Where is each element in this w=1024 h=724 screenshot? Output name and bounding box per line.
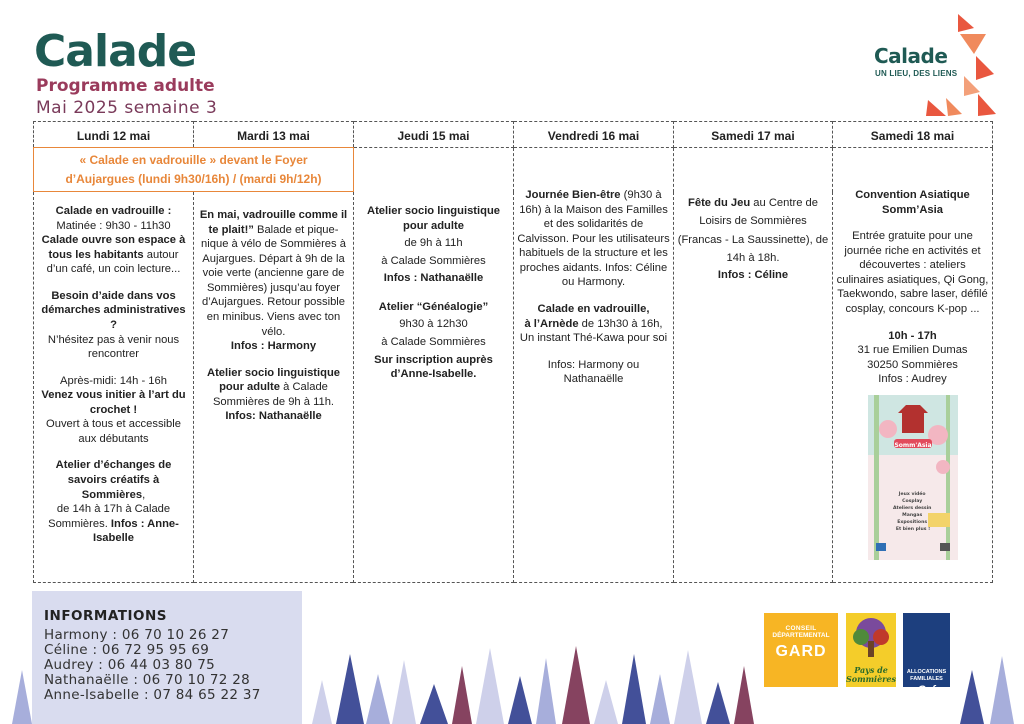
event-time: 9h30 à 12h30 bbox=[399, 318, 468, 331]
day-header: Samedi 17 mai bbox=[674, 122, 833, 148]
event-time: Après-midi: 14h - 16h bbox=[60, 374, 167, 387]
caf-region: du Gard bbox=[916, 696, 937, 702]
event-place: à Calade Sommières bbox=[381, 335, 486, 348]
monday-cell: Calade en vadrouille : Matinée : 9h30 - 11h30 Calade ouvre son espace à tous les habitants autour d’un café, un coin lecture... Besoin d’aide dans vos démarches administratives ? N’hésitez pas à venir nous rencontrer Après-midi: 14h - 16h Venez vous initier à l’art du crochet ! Ouvert à tous et accessible aux débutants Atelier d’échanges de savoirs créatifs à Sommières, de 14h à 17h à Calade Sommières. Infos : Anne-Isabelle bbox=[34, 192, 194, 583]
day-header: Lundi 12 mai bbox=[34, 122, 194, 148]
banner-line: d’Aujargues (lundi 9h30/16h) / (mardi 9h/12h) bbox=[65, 171, 322, 186]
event-time: de 9h à 11h bbox=[404, 237, 463, 250]
event-text: autour d’un café, un coin lecture... bbox=[46, 248, 181, 276]
event-info: Sur inscription auprès d’Anne-Isabelle. bbox=[374, 353, 493, 381]
event-text: au Centre de Loisirs de Sommières (Francas - La Saussinette), de 14h à 18h. bbox=[677, 197, 829, 265]
contact-line: Nathanaëlle : 06 70 10 72 28 bbox=[44, 672, 251, 688]
gard-label: CONSEIL bbox=[785, 625, 817, 632]
caf-name: Caf bbox=[917, 684, 936, 696]
day-header: Samedi 18 mai bbox=[833, 122, 993, 148]
event-text: (9h30 à 16h) à la Maison des Familles et des solidarités de Calvisson. Pour les utilisateurs habituels de la structure et les proches aidants. Infos: Céline ou Harmony. bbox=[517, 189, 670, 289]
event-time: 10h - 17h bbox=[888, 329, 937, 342]
event-text: à Calade Sommières de 9h à 11h. bbox=[212, 381, 335, 408]
event-address: 31 rue Emilien Dumas bbox=[857, 344, 968, 357]
caf-label: ALLOCATIONS FAMILIALES bbox=[906, 669, 947, 682]
event-title: Atelier socio linguistique pour adulte bbox=[206, 366, 341, 394]
event-text: Entrée gratuite pour une journée riche en activités et découvertes : ateliers culinaires asiatiques, Qi Gong, Taekwondo, sabre laser, défilé cosplay, concours K-pop ... bbox=[836, 230, 989, 315]
tuesday-cell bbox=[194, 192, 354, 583]
gard-label: DÉPARTEMENTAL bbox=[772, 632, 830, 639]
event-info: Infos : Anne-Isabelle bbox=[92, 517, 179, 545]
gard-logo bbox=[764, 613, 838, 687]
event-text: Ouvert à tous et accessible aux débutants bbox=[46, 418, 181, 445]
contact-line: Harmony : 06 70 10 26 27 bbox=[44, 627, 230, 643]
event-text: Balade et pique-nique à vélo de Sommières à Aujargues. Départ à 9h de la voie verte (ancienne gare de Sommières) jusqu’au foyer d’Aujargues. Retour possible en minibus. Viens avec ton vélo. bbox=[201, 223, 346, 338]
gard-name: GARD bbox=[775, 643, 827, 660]
pays-label: Pays de Sommières bbox=[846, 665, 896, 684]
contact-line: Anne-Isabelle : 07 84 65 22 37 bbox=[44, 687, 261, 703]
event-place: à Calade Sommières bbox=[381, 254, 486, 267]
event-info: Infos: Harmony ou Nathanaëlle bbox=[547, 358, 640, 386]
event-title: Convention Asiatique Somm’Asia bbox=[855, 189, 970, 216]
event-title: Atelier d’échanges de savoirs créatifs à Sommières bbox=[55, 459, 172, 501]
tree-icon bbox=[846, 613, 896, 661]
pays-de-sommieres-logo bbox=[846, 613, 896, 687]
sunday-cell bbox=[833, 148, 993, 583]
vadrouille-banner bbox=[34, 148, 354, 192]
thursday-cell bbox=[354, 148, 514, 583]
logo-text: Calade bbox=[874, 44, 948, 68]
event-info: Infos: Nathanaëlle bbox=[225, 410, 322, 423]
event-title: Venez vous initier à l’art du crochet ! bbox=[41, 389, 186, 416]
event-info: Infos : Nathanaëlle bbox=[383, 272, 484, 285]
event-title: Fête du Jeu bbox=[688, 197, 751, 209]
event-title: Journée Bien-être bbox=[525, 189, 621, 201]
sommasia-poster-image bbox=[868, 395, 958, 560]
calade-logo bbox=[868, 14, 998, 119]
day-header: Mardi 13 mai bbox=[194, 122, 354, 148]
day-header: Vendredi 16 mai bbox=[514, 122, 674, 148]
event-text: de 14h à 17h à Calade Sommières. bbox=[48, 503, 171, 530]
program-subtitle: Programme adulte bbox=[36, 76, 215, 96]
event-place: à l’Arnède bbox=[524, 317, 579, 330]
banner-line: « Calade en vadrouille » devant le Foyer bbox=[79, 153, 308, 167]
event-text: N’hésitez pas à venir nous rencontrer bbox=[47, 333, 180, 361]
brand-title: Calade bbox=[34, 26, 197, 77]
event-title: Besoin d’aide dans vos démarches administratives ? bbox=[41, 289, 186, 331]
caf-logo bbox=[903, 613, 950, 702]
event-time: Matinée : 9h30 - 11h30 bbox=[56, 219, 171, 232]
contact-info-box bbox=[32, 591, 302, 724]
event-info: Infos : Harmony bbox=[230, 340, 317, 353]
contact-line: Audrey : 06 44 03 80 75 bbox=[44, 657, 215, 673]
event-title: Calade en vadrouille, bbox=[537, 302, 650, 315]
event-address: 30250 Sommières bbox=[867, 358, 958, 371]
weekly-schedule bbox=[33, 121, 993, 583]
saturday-cell bbox=[674, 148, 833, 583]
event-title: En mai, vadrouille comme il te plait!” bbox=[199, 209, 348, 236]
svg-text:Jeux vidéo Cosplay: Jeux vidéo Cosplay Ateliers dessin Mangas Expositions Et bien plus ! bbox=[892, 491, 931, 532]
contact-line: Céline : 06 72 95 95 69 bbox=[44, 642, 210, 658]
logo-tagline: UN LIEU, DES LIENS bbox=[875, 69, 958, 78]
event-title: Atelier socio linguistique pour adulte bbox=[366, 205, 501, 232]
event-info: Infos : Audrey bbox=[878, 373, 947, 386]
event-title: Atelier “Généalogie” bbox=[378, 300, 489, 313]
info-title: INFORMATIONS bbox=[44, 608, 167, 624]
event-info: Infos : Céline bbox=[717, 268, 789, 281]
event-title: Calade en vadrouille : bbox=[55, 205, 172, 217]
poster-title: Somm'Asia bbox=[893, 441, 932, 449]
day-header: Jeudi 15 mai bbox=[354, 122, 514, 148]
event-text: de 13h30 à 16h, Un instant Thé-Kawa pour soi bbox=[519, 317, 668, 345]
event-title: Calade ouvre son espace à tous les habitants bbox=[41, 234, 186, 261]
week-label: Mai 2025 semaine 3 bbox=[36, 98, 218, 118]
friday-cell bbox=[514, 148, 674, 583]
